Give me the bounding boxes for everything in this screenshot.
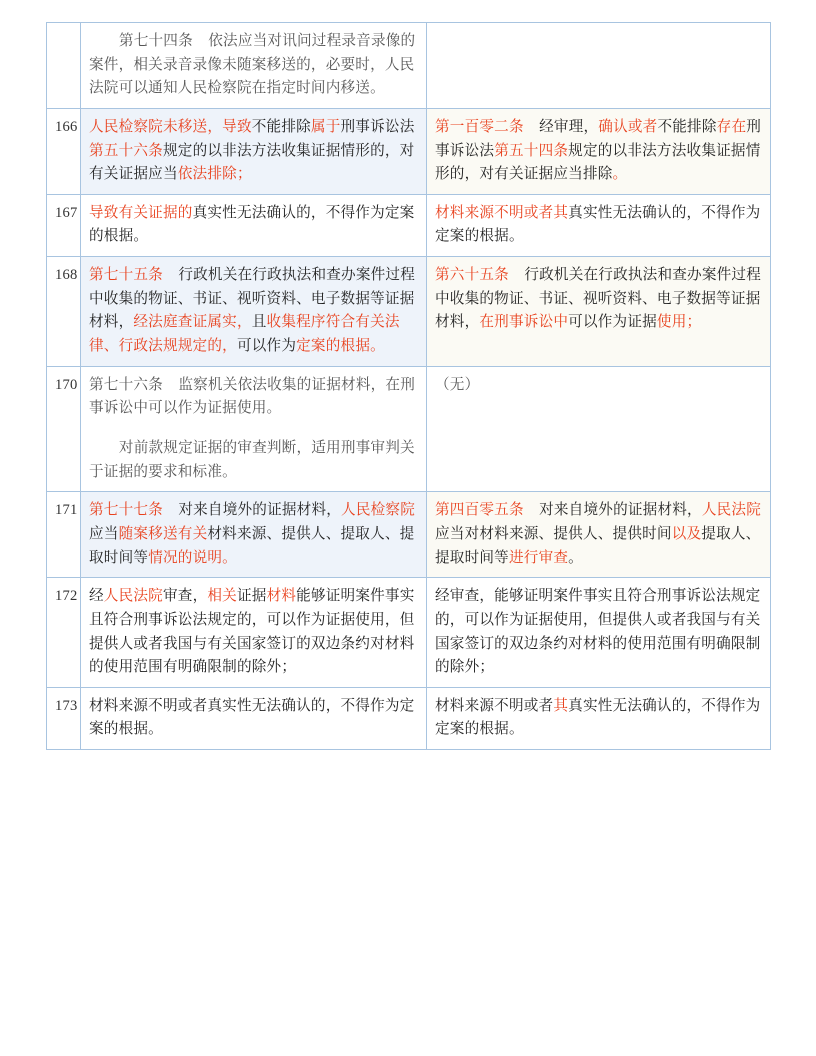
cell-original: 材料来源不明或者真实性无法确认的，不得作为定案的根据。 (81, 687, 427, 749)
table-row (47, 366, 771, 492)
row-number: 170 (47, 366, 81, 492)
cell-revised: 材料来源不明或者其真实性无法确认的，不得作为定案的根据。 (427, 687, 771, 749)
cell-revised: 第四百零五条 对来自境外的证据材料，人民法院应当对材料来源、提供人、提供时间以及提取人、提取时间等进行审查。 (427, 492, 771, 578)
cell-revised: 经审查，能够证明案件事实且符合刑事诉讼法规定的，可以作为证据使用，但提供人或者我国与有关国家签订的双边条约对材料的使用范围有明确限制的除外； (427, 578, 771, 688)
row-number: 171 (47, 492, 81, 578)
table-row (47, 257, 771, 367)
cell-original: 第七十七条 对来自境外的证据材料，人民检察院应当随案移送有关材料来源、提供人、提取人、提取时间等情况的说明。 (81, 492, 427, 578)
cell-revised: 第六十五条 行政机关在行政执法和查办案件过程中收集的物证、书证、视听资料、电子数据等证据材料，在刑事诉讼中可以作为证据使用； (427, 257, 771, 367)
cell-original: 导致有关证据的真实性无法确认的，不得作为定案的根据。 (81, 194, 427, 256)
row-number: 167 (47, 194, 81, 256)
table-row (47, 23, 771, 109)
cell-revised: （无） (427, 366, 771, 492)
table-row (47, 687, 771, 749)
row-number: 168 (47, 257, 81, 367)
cell-revised (427, 23, 771, 109)
cell-original: 第七十四条 依法应当对讯问过程录音录像的案件，相关录音录像未随案移送的，必要时，人民法院可以通知人民检察院在指定时间内移送。 (81, 23, 427, 109)
row-number: 172 (47, 578, 81, 688)
comparison-table (46, 22, 771, 750)
cell-original: 第七十六条 监察机关依法收集的证据材料，在刑事诉讼中可以作为证据使用。 对前款规定证据的审查判断，适用刑事审判关于证据的要求和标准。 (81, 366, 427, 492)
table-row (47, 492, 771, 578)
table-row (47, 194, 771, 256)
table-row (47, 108, 771, 194)
cell-original: 经人民法院审查，相关证据材料能够证明案件事实且符合刑事诉讼法规定的，可以作为证据使用，但提供人或者我国与有关国家签订的双边条约对材料的使用范围有明确限制的除外； (81, 578, 427, 688)
table-row (47, 578, 771, 688)
row-number (47, 23, 81, 109)
row-number: 173 (47, 687, 81, 749)
cell-revised: 材料来源不明或者其真实性无法确认的，不得作为定案的根据。 (427, 194, 771, 256)
cell-original: 人民检察院未移送，导致不能排除属于刑事诉讼法第五十六条规定的以非法方法收集证据情形的，对有关证据应当依法排除； (81, 108, 427, 194)
row-number: 166 (47, 108, 81, 194)
cell-revised: 第一百零二条 经审理，确认或者不能排除存在刑事诉讼法第五十四条规定的以非法方法收集证据情形的，对有关证据应当排除。 (427, 108, 771, 194)
cell-original: 第七十五条 行政机关在行政执法和查办案件过程中收集的物证、书证、视听资料、电子数据等证据材料，经法庭查证属实，且收集程序符合有关法律、行政法规规定的，可以作为定案的根据。 (81, 257, 427, 367)
